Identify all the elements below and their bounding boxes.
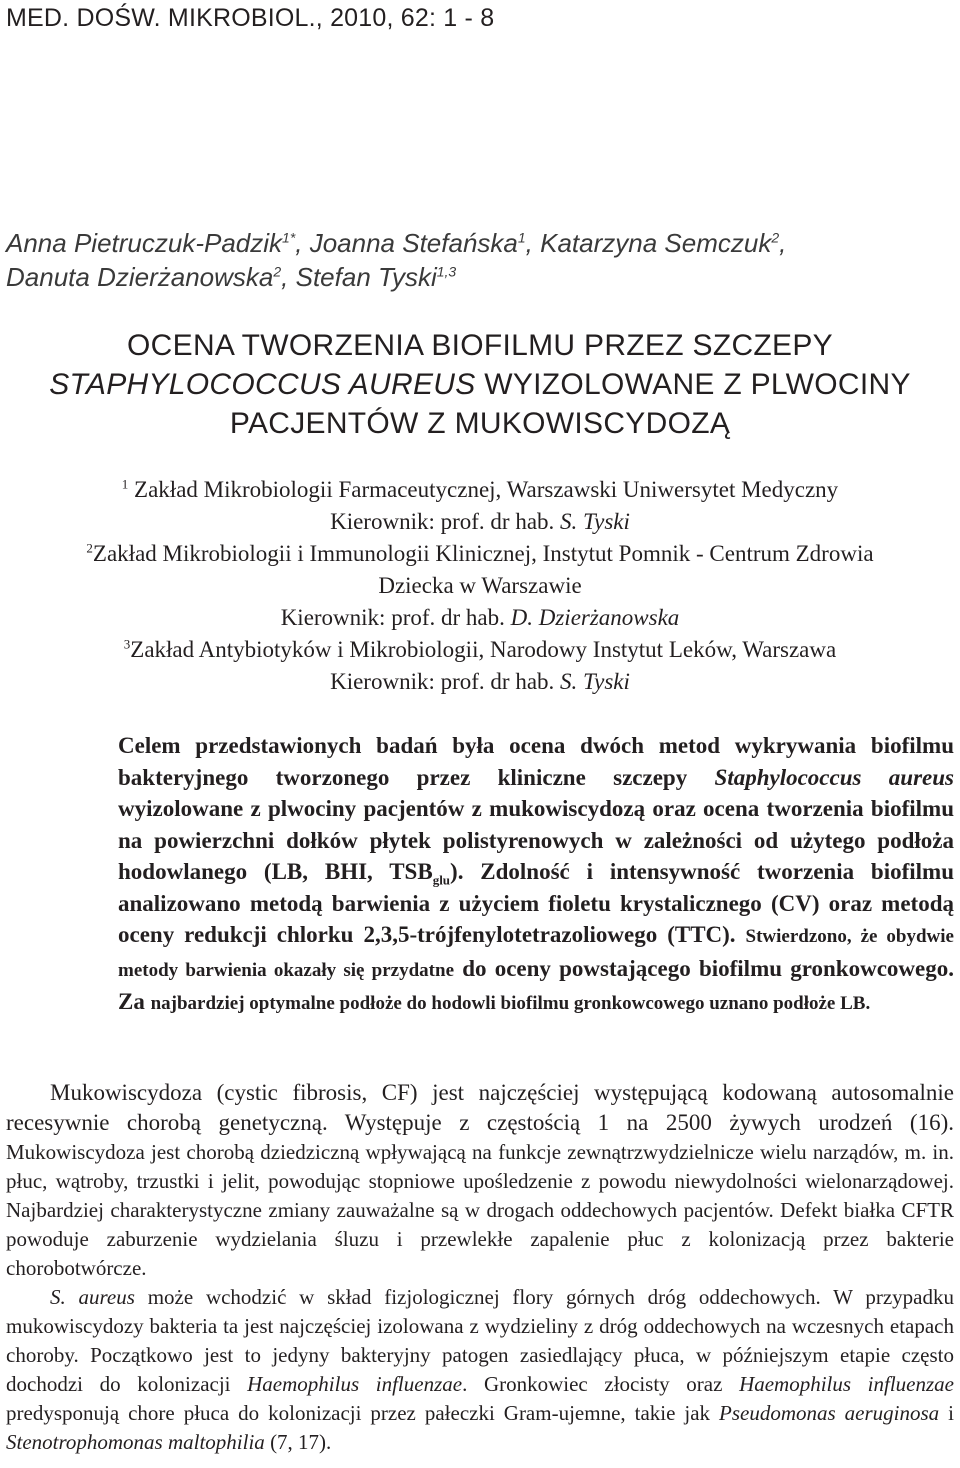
author-line-2: Danuta Dzierżanowska$^2$, Stefan Tyski$^{1,3}$ xyxy=(6,262,457,292)
title-species: STAPHYLOCOCCUS AUREUS xyxy=(49,368,476,401)
abstract-text: Stwierdzono, że obydwie metody barwienia okazały się przydatne xyxy=(118,926,954,981)
author-name: Danuta Dzierżanowska xyxy=(6,262,274,292)
species-name: Stenotrophomonas maltophilia xyxy=(6,1430,265,1454)
paragraph-lead: Mukowiscydoza (cystic fibrosis, CF) jest najczęściej występującą kodowaną autosomalnie recesywnie chorobą genetyczną. Występuje z częstością 1 na 2500 żywych urodzeń (16). xyxy=(6,1080,954,1135)
author-affiliation-mark: 1 xyxy=(517,229,526,246)
paragraph-text: może wchodzić w skład fizjologicznej flory górnych dróg oddechowych. W przypadku mukowiscydozy bakteria ta jest najczęściej izolowana z wydzieliny z dróg oddechowych na wczesnych etapach choroby. Początkowo jest to jedyny bakteryjny patogen zasiedlający płuca, w późniejszym etapie często dochodzi do kolonizacji xyxy=(6,1285,954,1396)
author-line-1: Anna Pietruczuk-Padzik$^{1*}$, Joanna Stefańska$^1$, Katarzyna Semczuk$^2$, xyxy=(6,228,787,258)
abstract-subscript: glu xyxy=(432,872,451,888)
affiliation-head-name: S. Tyski xyxy=(560,509,630,534)
affiliation-2 xyxy=(0,538,960,634)
title-line-2 xyxy=(0,365,960,404)
abstract-text: ). Zdolność i intensywność tworzenia biofilmu analizowano metodą barwienia z użyciem fioletu krystalicznego (CV) oraz metodą oceny redukcji chlorku 2,3,5-trójfenylotetrazoliowego (TTC). xyxy=(118,859,954,947)
affiliation-head-name: S. Tyski xyxy=(560,669,630,694)
paragraph-text: i xyxy=(939,1401,954,1425)
species-name: S. aureus xyxy=(50,1285,135,1309)
affiliations xyxy=(0,474,960,698)
affiliation-head-label: Kierownik: prof. dr hab. xyxy=(330,509,561,534)
paper-title xyxy=(0,326,960,443)
author-list xyxy=(6,226,946,294)
title-line-1: OCENA TWORZENIA BIOFILMU PRZEZ SZCZEPY xyxy=(127,329,833,362)
affiliation-mark: 2 xyxy=(86,540,93,556)
body-text xyxy=(6,1078,954,1457)
author-affiliation-mark: 2 xyxy=(771,229,780,246)
abstract-text: najbardziej optymalne podłoże do hodowli biofilmu gronkowcowego uznano podłoże LB. xyxy=(150,993,871,1014)
author-affiliation-mark: 1,3 xyxy=(436,263,457,280)
affiliation-name: Zakład Mikrobiologii i Immunologii Klinicznej, Instytut Pomnik - Centrum Zdrowia xyxy=(92,541,874,566)
journal-reference: MED. DOŚW. MIKROBIOL., 2010, 62: 1 - 8 xyxy=(6,4,495,32)
abstract xyxy=(118,730,954,1020)
author-name: Katarzyna Semczuk xyxy=(540,228,772,258)
paragraph-text: (7, 17). xyxy=(264,1430,332,1454)
affiliation-name: Zakład Antybiotyków i Mikrobiologii, Narodowy Instytut Leków, Warszawa xyxy=(130,637,837,662)
title-line-3: PACJENTÓW Z MUKOWISCYDOZĄ xyxy=(229,407,731,440)
species-name: Haemophilus influenzae xyxy=(247,1372,463,1396)
abstract-text: wyizolowane z plwociny pacjentów z mukowiscydozą oraz ocena tworzenia biofilmu na powierzchni dołków płytek polistyrenowych w zależności od użytego podłoża hodowlanego (LB, BHI, TSB xyxy=(118,796,954,884)
body-paragraph-1 xyxy=(6,1078,954,1283)
author-affiliation-mark: 2 xyxy=(273,263,282,280)
paragraph-text: . Gronkowiec złocisty oraz xyxy=(462,1372,740,1396)
abstract-species: Staphylococcus aureus xyxy=(714,764,954,790)
affiliation-mark: 1 xyxy=(121,476,129,492)
affiliation-name: Zakład Mikrobiologii Farmaceutycznej, Warszawski Uniwersytet Medyczny xyxy=(134,477,839,502)
author-name: Stefan Tyski xyxy=(295,262,437,292)
affiliation-mark: 3 xyxy=(123,636,131,652)
author-affiliation-mark: 1* xyxy=(282,229,296,246)
affiliation-head-label: Kierownik: prof. dr hab. xyxy=(280,605,511,630)
affiliation-3 xyxy=(0,634,960,698)
abstract-text: Celem przedstawionych badań była ocena dwóch metod wykrywania biofilmu bakteryjnego tworzonego przez kliniczne szczepy xyxy=(118,733,954,790)
affiliation-head-name: D. Dzierżanowska xyxy=(510,605,680,630)
affiliation-1 xyxy=(0,474,960,538)
paragraph-text: Mukowiscydoza jest chorobą dziedziczną wpływającą na funkcje zewnątrzwydzielnicze wielu narządów, m. in. płuc, wątroby, trzustki i jelit, powodując stopniowe upośledzenie z powodu niewydolności wielonarządowej. Najbardziej charakterystyczne zmiany zauważalne są w drogach oddechowych pacjentów. Defekt białka CFTR powoduje zaburzenie wydzielania śluzu i przewlekłe zapalenie płuc z kolonizacją przez bakterie chorobotwórcze. xyxy=(6,1140,954,1280)
author-name: Joanna Stefańska xyxy=(309,228,518,258)
affiliation-name-cont: Dziecka w Warszawie xyxy=(378,573,582,598)
paragraph-text: predysponują chore płuca do kolonizacji przez pałeczki Gram-ujemne, takie jak xyxy=(6,1401,720,1425)
body-paragraph-2 xyxy=(6,1283,954,1457)
species-name: Haemophilus influenzae xyxy=(739,1372,954,1396)
author-name: Anna Pietruczuk-Padzik xyxy=(6,228,283,258)
affiliation-head-label: Kierownik: prof. dr hab. xyxy=(330,669,561,694)
abstract-text: do oceny powstającego biofilmu gronkowcowego. Za xyxy=(118,955,954,1014)
title-line-2-rest: WYIZOLOWANE Z PLWOCINY xyxy=(475,368,911,401)
species-name: Pseudomonas aeruginosa xyxy=(719,1401,940,1425)
